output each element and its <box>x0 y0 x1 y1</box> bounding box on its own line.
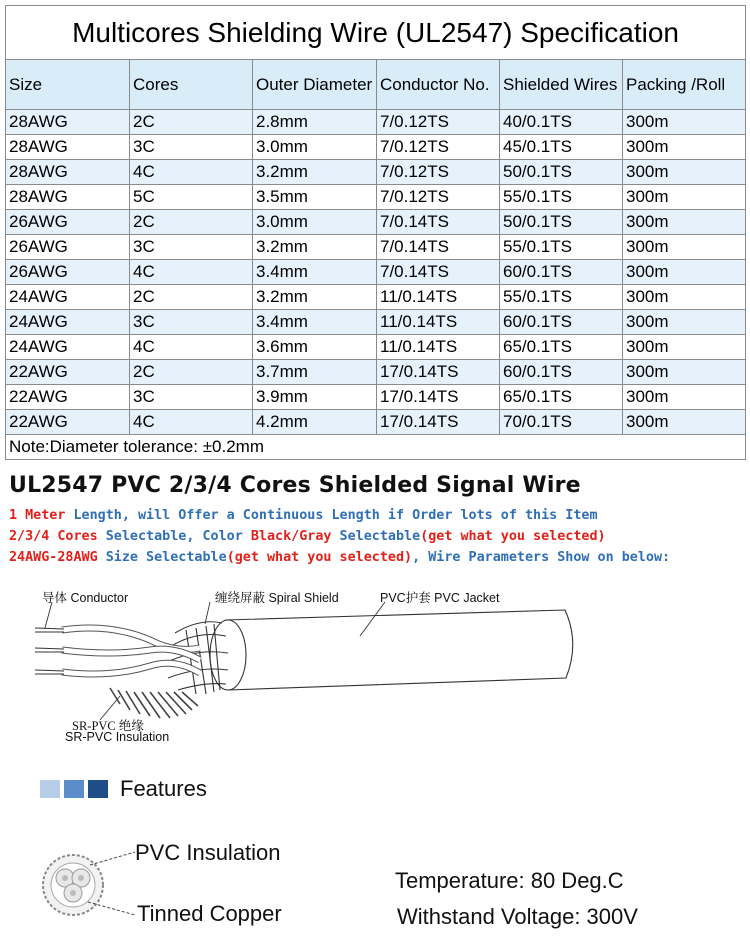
cell-size: 28AWG <box>6 185 130 210</box>
cell-packing: 300m <box>623 260 746 285</box>
table-row <box>6 110 746 135</box>
label-spiral-shield: 缠绕屏蔽 Spiral Shield <box>215 591 339 605</box>
table-row <box>6 235 746 260</box>
cell-shielded-wires: 70/0.1TS <box>500 410 623 435</box>
cell-size: 28AWG <box>6 160 130 185</box>
spec-table <box>5 5 746 460</box>
cell-outer-diameter: 3.4mm <box>253 310 377 335</box>
feature-temperature: Temperature: 80 Deg.C <box>395 868 624 893</box>
cell-packing: 300m <box>623 160 746 185</box>
table-row <box>6 260 746 285</box>
cell-conductor-no: 7/0.12TS <box>377 110 500 135</box>
cell-outer-diameter: 2.8mm <box>253 110 377 135</box>
description-segment: Black/Gray <box>250 529 332 544</box>
cell-conductor-no: 7/0.14TS <box>377 235 500 260</box>
table-row <box>6 360 746 385</box>
cell-packing: 300m <box>623 285 746 310</box>
cell-outer-diameter: 3.0mm <box>253 210 377 235</box>
cell-size: 24AWG <box>6 310 130 335</box>
cell-conductor-no: 17/0.14TS <box>377 410 500 435</box>
feature-square-medium <box>64 780 84 798</box>
description-segment: Selectable, Color <box>97 529 251 544</box>
cell-cores: 3C <box>130 135 253 160</box>
cell-shielded-wires: 45/0.1TS <box>500 135 623 160</box>
cell-size: 28AWG <box>6 110 130 135</box>
description-segment: 24AWG-28AWG <box>9 550 98 565</box>
cell-shielded-wires: 60/0.1TS <box>500 360 623 385</box>
shield-wire-fan <box>110 688 198 718</box>
cell-conductor-no: 7/0.14TS <box>377 210 500 235</box>
description-segment: Size Selectable <box>97 550 227 565</box>
col-header-size: Size <box>6 60 130 110</box>
cell-shielded-wires: 55/0.1TS <box>500 285 623 310</box>
cell-cores: 2C <box>130 285 253 310</box>
cell-packing: 300m <box>623 110 746 135</box>
cell-outer-diameter: 3.2mm <box>253 285 377 310</box>
table-title: Multicores Shielding Wire (UL2547) Specification <box>6 6 746 60</box>
cell-outer-diameter: 3.2mm <box>253 160 377 185</box>
cell-cores: 2C <box>130 210 253 235</box>
col-header-cores: Cores <box>130 60 253 110</box>
cell-size: 26AWG <box>6 235 130 260</box>
description-segment: Selectable <box>331 529 421 544</box>
cell-size: 22AWG <box>6 360 130 385</box>
cell-shielded-wires: 55/0.1TS <box>500 235 623 260</box>
col-header-shielded-wires: Shielded Wires <box>500 60 623 110</box>
cell-shielded-wires: 65/0.1TS <box>500 385 623 410</box>
table-row <box>6 310 746 335</box>
description-segment: , Wire Parameters Show on below: <box>412 550 671 565</box>
table-row <box>6 185 746 210</box>
cell-conductor-no: 17/0.14TS <box>377 385 500 410</box>
cell-outer-diameter: 3.7mm <box>253 360 377 385</box>
cell-packing: 300m <box>623 360 746 385</box>
feature-square-dark <box>88 780 108 798</box>
description-line-2 <box>9 529 606 544</box>
description-segment: (get what you selected) <box>420 529 606 544</box>
cable-cross-section-icon <box>40 840 140 940</box>
cell-cores: 3C <box>130 310 253 335</box>
cell-size: 24AWG <box>6 335 130 360</box>
features-label: Features <box>120 776 207 801</box>
cable-structure-diagram <box>0 578 750 753</box>
cell-outer-diameter: 3.2mm <box>253 235 377 260</box>
cell-packing: 300m <box>623 185 746 210</box>
description-segment: Length, will Offer a Continuous Length if Order lots of this Item <box>65 508 598 523</box>
cell-conductor-no: 7/0.12TS <box>377 135 500 160</box>
label-conductor: 导体 Conductor <box>42 591 129 605</box>
cell-outer-diameter: 3.5mm <box>253 185 377 210</box>
description-segment: (get what you selected) <box>226 550 413 565</box>
table-header-row <box>6 60 746 110</box>
label-pvc-jacket: PVC护套 PVC Jacket <box>380 591 500 605</box>
pvc-jacket-outline <box>225 610 573 690</box>
table-row <box>6 285 746 310</box>
cell-packing: 300m <box>623 210 746 235</box>
cell-conductor-no: 17/0.14TS <box>377 360 500 385</box>
cell-packing: 300m <box>623 135 746 160</box>
cell-size: 22AWG <box>6 410 130 435</box>
cell-shielded-wires: 50/0.1TS <box>500 160 623 185</box>
cell-packing: 300m <box>623 310 746 335</box>
cell-outer-diameter: 3.9mm <box>253 385 377 410</box>
cell-packing: 300m <box>623 385 746 410</box>
feature-voltage: Withstand Voltage: 300V <box>397 904 638 929</box>
cell-packing: 300m <box>623 410 746 435</box>
col-header-packing: Packing /Roll <box>623 60 746 110</box>
table-row <box>6 160 746 185</box>
cell-outer-diameter: 3.0mm <box>253 135 377 160</box>
feature-square-light <box>40 780 60 798</box>
cell-conductor-no: 11/0.14TS <box>377 285 500 310</box>
cell-cores: 3C <box>130 235 253 260</box>
cell-cores: 4C <box>130 410 253 435</box>
cell-conductor-no: 7/0.12TS <box>377 160 500 185</box>
label-insulation-cn: SR-PVC 绝缘 <box>72 719 144 733</box>
col-header-outer-diameter: Outer Diameter <box>253 60 377 110</box>
description-line-1 <box>9 508 598 523</box>
cell-cores: 4C <box>130 260 253 285</box>
description-line-3 <box>9 550 670 565</box>
cell-cores: 4C <box>130 335 253 360</box>
cell-shielded-wires: 55/0.1TS <box>500 185 623 210</box>
table-row <box>6 210 746 235</box>
cell-shielded-wires: 65/0.1TS <box>500 335 623 360</box>
cell-size: 26AWG <box>6 210 130 235</box>
cell-size: 22AWG <box>6 385 130 410</box>
description-segment: 1 Meter <box>9 508 66 523</box>
cell-conductor-no: 7/0.14TS <box>377 260 500 285</box>
cell-size: 24AWG <box>6 285 130 310</box>
cell-cores: 5C <box>130 185 253 210</box>
cell-conductor-no: 11/0.14TS <box>377 335 500 360</box>
cell-cores: 2C <box>130 110 253 135</box>
cell-conductor-no: 11/0.14TS <box>377 310 500 335</box>
product-heading: UL2547 PVC 2/3/4 Cores Shielded Signal Wire <box>9 473 581 498</box>
cell-packing: 300m <box>623 235 746 260</box>
cell-shielded-wires: 40/0.1TS <box>500 110 623 135</box>
cell-size: 26AWG <box>6 260 130 285</box>
description-segment: 2/3/4 Cores <box>9 529 98 544</box>
table-row <box>6 410 746 435</box>
cell-conductor-no: 7/0.12TS <box>377 185 500 210</box>
cell-outer-diameter: 3.6mm <box>253 335 377 360</box>
table-body <box>6 110 746 460</box>
cell-cores: 4C <box>130 160 253 185</box>
cell-shielded-wires: 60/0.1TS <box>500 260 623 285</box>
table-note: Note:Diameter tolerance: ±0.2mm <box>6 435 746 460</box>
cell-cores: 3C <box>130 385 253 410</box>
cell-size: 28AWG <box>6 135 130 160</box>
feature-pvc-insulation: PVC Insulation <box>135 840 281 865</box>
cell-outer-diameter: 3.4mm <box>253 260 377 285</box>
cell-outer-diameter: 4.2mm <box>253 410 377 435</box>
label-insulation-en: SR-PVC Insulation <box>65 730 170 744</box>
cell-cores: 2C <box>130 360 253 385</box>
table-row <box>6 135 746 160</box>
cell-shielded-wires: 50/0.1TS <box>500 210 623 235</box>
cell-packing: 300m <box>623 335 746 360</box>
table-row <box>6 385 746 410</box>
table-row <box>6 335 746 360</box>
cell-shielded-wires: 60/0.1TS <box>500 310 623 335</box>
col-header-conductor-no: Conductor No. <box>377 60 500 110</box>
feature-tinned-copper: Tinned Copper <box>137 901 282 926</box>
